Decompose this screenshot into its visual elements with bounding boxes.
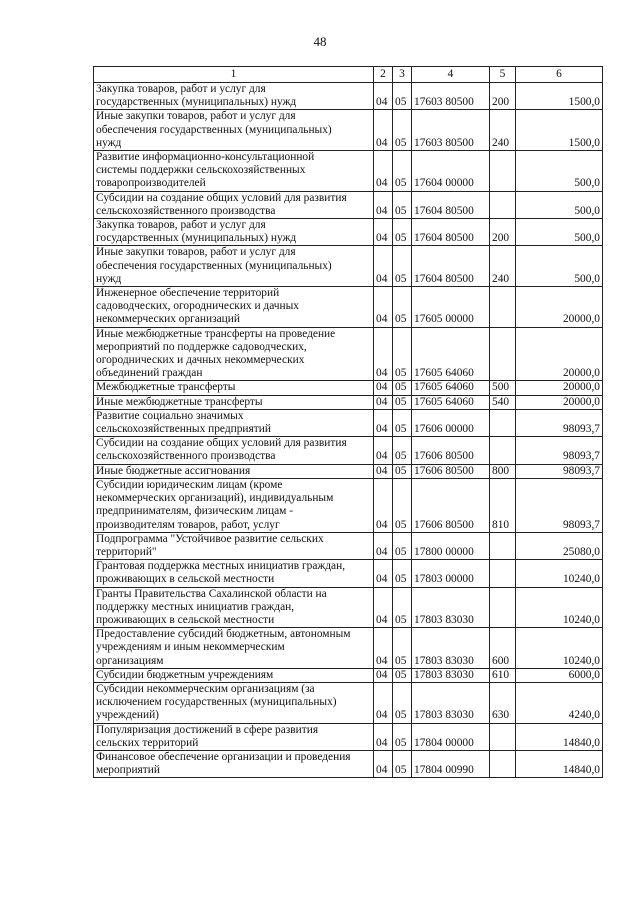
- table-row: [94, 464, 603, 478]
- section-code-cell: 04: [374, 327, 393, 381]
- subsection-code-cell: 05: [393, 723, 412, 750]
- section-code-cell: 04: [374, 219, 393, 246]
- table-row: [94, 327, 603, 381]
- expense-type-cell: 240: [490, 110, 516, 151]
- row-name-cell: Субсидии на создание общих условий для развития сельскохозяйственного производства: [94, 191, 374, 218]
- row-name-cell: Иные закупки товаров, работ и услуг для обеспечения государственных (муниципальных) нужд: [94, 110, 374, 151]
- table-row: [94, 560, 603, 587]
- row-name-cell: Субсидии бюджетным учреждениям: [94, 668, 374, 682]
- section-code-cell: 04: [374, 668, 393, 682]
- subsection-code-cell: 05: [393, 668, 412, 682]
- amount-cell: 500,0: [516, 246, 603, 287]
- expense-type-cell: [490, 437, 516, 464]
- section-code-cell: 04: [374, 287, 393, 328]
- target-article-cell: 17605 64060: [412, 327, 490, 381]
- table-row: [94, 246, 603, 287]
- amount-cell: 14840,0: [516, 723, 603, 750]
- section-code-cell: 04: [374, 628, 393, 669]
- target-article-cell: 17603 80500: [412, 83, 490, 110]
- expense-type-cell: 810: [490, 478, 516, 532]
- expense-type-cell: 800: [490, 464, 516, 478]
- subsection-code-cell: 05: [393, 682, 412, 723]
- target-article-cell: 17606 80500: [412, 478, 490, 532]
- section-code-cell: 04: [374, 478, 393, 532]
- row-name-cell: Инженерное обеспечение территорий садоводческих, огороднических и дачных некоммерческих организаций: [94, 287, 374, 328]
- target-article-cell: 17803 83030: [412, 628, 490, 669]
- table-row: [94, 437, 603, 464]
- row-name-cell: Развитие информационно-консультационной системы поддержки сельскохозяйственных товаропроизводителей: [94, 151, 374, 192]
- row-name-cell: Субсидии на создание общих условий для развития сельскохозяйственного производства: [94, 437, 374, 464]
- expense-type-cell: 500: [490, 381, 516, 395]
- section-code-cell: 04: [374, 191, 393, 218]
- target-article-cell: 17605 00000: [412, 287, 490, 328]
- expense-type-cell: 540: [490, 395, 516, 409]
- subsection-code-cell: 05: [393, 532, 412, 559]
- expense-type-cell: 200: [490, 83, 516, 110]
- expense-type-cell: [490, 151, 516, 192]
- subsection-code-cell: 05: [393, 381, 412, 395]
- table-row: [94, 83, 603, 110]
- row-name-cell: Гранты Правительства Сахалинской области на поддержку местных инициатив граждан, проживающих в сельской местности: [94, 587, 374, 628]
- subsection-code-cell: 05: [393, 750, 412, 777]
- amount-cell: 1500,0: [516, 110, 603, 151]
- row-name-cell: Субсидии некоммерческим организациям (за исключением государственных (муниципальных) учреждений): [94, 682, 374, 723]
- subsection-code-cell: 05: [393, 395, 412, 409]
- target-article-cell: 17606 00000: [412, 409, 490, 436]
- subsection-code-cell: 05: [393, 246, 412, 287]
- expense-type-cell: 240: [490, 246, 516, 287]
- row-name-cell: Развитие социально значимых сельскохозяйственных предприятий: [94, 409, 374, 436]
- amount-cell: 20000,0: [516, 381, 603, 395]
- row-name-cell: Иные бюджетные ассигнования: [94, 464, 374, 478]
- section-code-cell: 04: [374, 560, 393, 587]
- expense-type-cell: 600: [490, 628, 516, 669]
- amount-cell: 10240,0: [516, 560, 603, 587]
- expense-type-cell: [490, 587, 516, 628]
- target-article-cell: 17803 83030: [412, 587, 490, 628]
- expense-type-cell: 630: [490, 682, 516, 723]
- table-body: [94, 83, 603, 778]
- amount-cell: 98093,7: [516, 478, 603, 532]
- amount-cell: 98093,7: [516, 409, 603, 436]
- column-header: 1: [94, 67, 374, 83]
- row-name-cell: Финансовое обеспечение организации и проведения мероприятий: [94, 750, 374, 777]
- target-article-cell: 17803 83030: [412, 682, 490, 723]
- section-code-cell: 04: [374, 750, 393, 777]
- subsection-code-cell: 05: [393, 478, 412, 532]
- table-row: [94, 287, 603, 328]
- table-row: [94, 381, 603, 395]
- table-row: [94, 668, 603, 682]
- section-code-cell: 04: [374, 532, 393, 559]
- column-header: 3: [393, 67, 412, 83]
- target-article-cell: 17605 64060: [412, 395, 490, 409]
- target-article-cell: 17604 00000: [412, 151, 490, 192]
- section-code-cell: 04: [374, 409, 393, 436]
- section-code-cell: 04: [374, 381, 393, 395]
- target-article-cell: 17603 80500: [412, 110, 490, 151]
- subsection-code-cell: 05: [393, 327, 412, 381]
- amount-cell: 98093,7: [516, 437, 603, 464]
- amount-cell: 14840,0: [516, 750, 603, 777]
- amount-cell: 10240,0: [516, 587, 603, 628]
- target-article-cell: 17604 80500: [412, 219, 490, 246]
- subsection-code-cell: 05: [393, 83, 412, 110]
- subsection-code-cell: 05: [393, 151, 412, 192]
- amount-cell: 4240,0: [516, 682, 603, 723]
- expense-type-cell: [490, 560, 516, 587]
- section-code-cell: 04: [374, 246, 393, 287]
- row-name-cell: Межбюджетные трансферты: [94, 381, 374, 395]
- row-name-cell: Закупка товаров, работ и услуг для государственных (муниципальных) нужд: [94, 219, 374, 246]
- section-code-cell: 04: [374, 682, 393, 723]
- target-article-cell: 17604 80500: [412, 191, 490, 218]
- table-row: [94, 219, 603, 246]
- amount-cell: 1500,0: [516, 83, 603, 110]
- section-code-cell: 04: [374, 395, 393, 409]
- amount-cell: 6000,0: [516, 668, 603, 682]
- amount-cell: 20000,0: [516, 287, 603, 328]
- subsection-code-cell: 05: [393, 191, 412, 218]
- row-name-cell: Иные межбюджетные трансферты: [94, 395, 374, 409]
- row-name-cell: Закупка товаров, работ и услуг для государственных (муниципальных) нужд: [94, 83, 374, 110]
- subsection-code-cell: 05: [393, 628, 412, 669]
- subsection-code-cell: 05: [393, 560, 412, 587]
- subsection-code-cell: 05: [393, 464, 412, 478]
- expense-type-cell: [490, 287, 516, 328]
- target-article-cell: 17606 80500: [412, 437, 490, 464]
- column-header: 5: [490, 67, 516, 83]
- amount-cell: 10240,0: [516, 628, 603, 669]
- budget-table: [93, 66, 603, 778]
- expense-type-cell: 610: [490, 668, 516, 682]
- table-row: [94, 478, 603, 532]
- expense-type-cell: [490, 750, 516, 777]
- expense-type-cell: 200: [490, 219, 516, 246]
- target-article-cell: 17604 80500: [412, 246, 490, 287]
- target-article-cell: 17606 80500: [412, 464, 490, 478]
- subsection-code-cell: 05: [393, 587, 412, 628]
- column-number-row: [94, 67, 603, 83]
- target-article-cell: 17804 00990: [412, 750, 490, 777]
- row-name-cell: Предоставление субсидий бюджетным, автономным учреждениям и иным некоммерческим организациям: [94, 628, 374, 669]
- table-row: [94, 110, 603, 151]
- subsection-code-cell: 05: [393, 219, 412, 246]
- table-row: [94, 191, 603, 218]
- subsection-code-cell: 05: [393, 437, 412, 464]
- column-header: 4: [412, 67, 490, 83]
- row-name-cell: Популяризация достижений в сфере развития сельских территорий: [94, 723, 374, 750]
- table-row: [94, 750, 603, 777]
- amount-cell: 98093,7: [516, 464, 603, 478]
- section-code-cell: 04: [374, 587, 393, 628]
- subsection-code-cell: 05: [393, 287, 412, 328]
- row-name-cell: Подпрограмма "Устойчивое развитие сельских территорий": [94, 532, 374, 559]
- section-code-cell: 04: [374, 110, 393, 151]
- expense-type-cell: [490, 532, 516, 559]
- table-row: [94, 151, 603, 192]
- expense-type-cell: [490, 723, 516, 750]
- section-code-cell: 04: [374, 437, 393, 464]
- table-row: [94, 628, 603, 669]
- amount-cell: 500,0: [516, 151, 603, 192]
- expense-type-cell: [490, 191, 516, 218]
- subsection-code-cell: 05: [393, 409, 412, 436]
- column-header: 6: [516, 67, 603, 83]
- amount-cell: 20000,0: [516, 395, 603, 409]
- row-name-cell: Иные закупки товаров, работ и услуг для обеспечения государственных (муниципальных) нужд: [94, 246, 374, 287]
- target-article-cell: 17800 00000: [412, 532, 490, 559]
- page-number: 48: [313, 34, 327, 49]
- section-code-cell: 04: [374, 464, 393, 478]
- table-row: [94, 532, 603, 559]
- subsection-code-cell: 05: [393, 110, 412, 151]
- target-article-cell: 17605 64060: [412, 381, 490, 395]
- table-row: [94, 723, 603, 750]
- section-code-cell: 04: [374, 151, 393, 192]
- column-header: 2: [374, 67, 393, 83]
- amount-cell: 500,0: [516, 219, 603, 246]
- row-name-cell: Иные межбюджетные трансферты на проведение мероприятий по поддержке садоводческих, огороднических и дачных некоммерческих объединений граждан: [94, 327, 374, 381]
- expense-type-cell: [490, 409, 516, 436]
- target-article-cell: 17804 00000: [412, 723, 490, 750]
- target-article-cell: 17803 00000: [412, 560, 490, 587]
- row-name-cell: Грантовая поддержка местных инициатив граждан, проживающих в сельской местности: [94, 560, 374, 587]
- amount-cell: 20000,0: [516, 327, 603, 381]
- amount-cell: 500,0: [516, 191, 603, 218]
- table-row: [94, 395, 603, 409]
- target-article-cell: 17803 83030: [412, 668, 490, 682]
- row-name-cell: Субсидии юридическим лицам (кроме некоммерческих организаций), индивидуальным предпринимателям, физическим лицам - производителям товаров, работ, услуг: [94, 478, 374, 532]
- amount-cell: 25080,0: [516, 532, 603, 559]
- table-row: [94, 587, 603, 628]
- section-code-cell: 04: [374, 723, 393, 750]
- section-code-cell: 04: [374, 83, 393, 110]
- table-row: [94, 682, 603, 723]
- table-row: [94, 409, 603, 436]
- expense-type-cell: [490, 327, 516, 381]
